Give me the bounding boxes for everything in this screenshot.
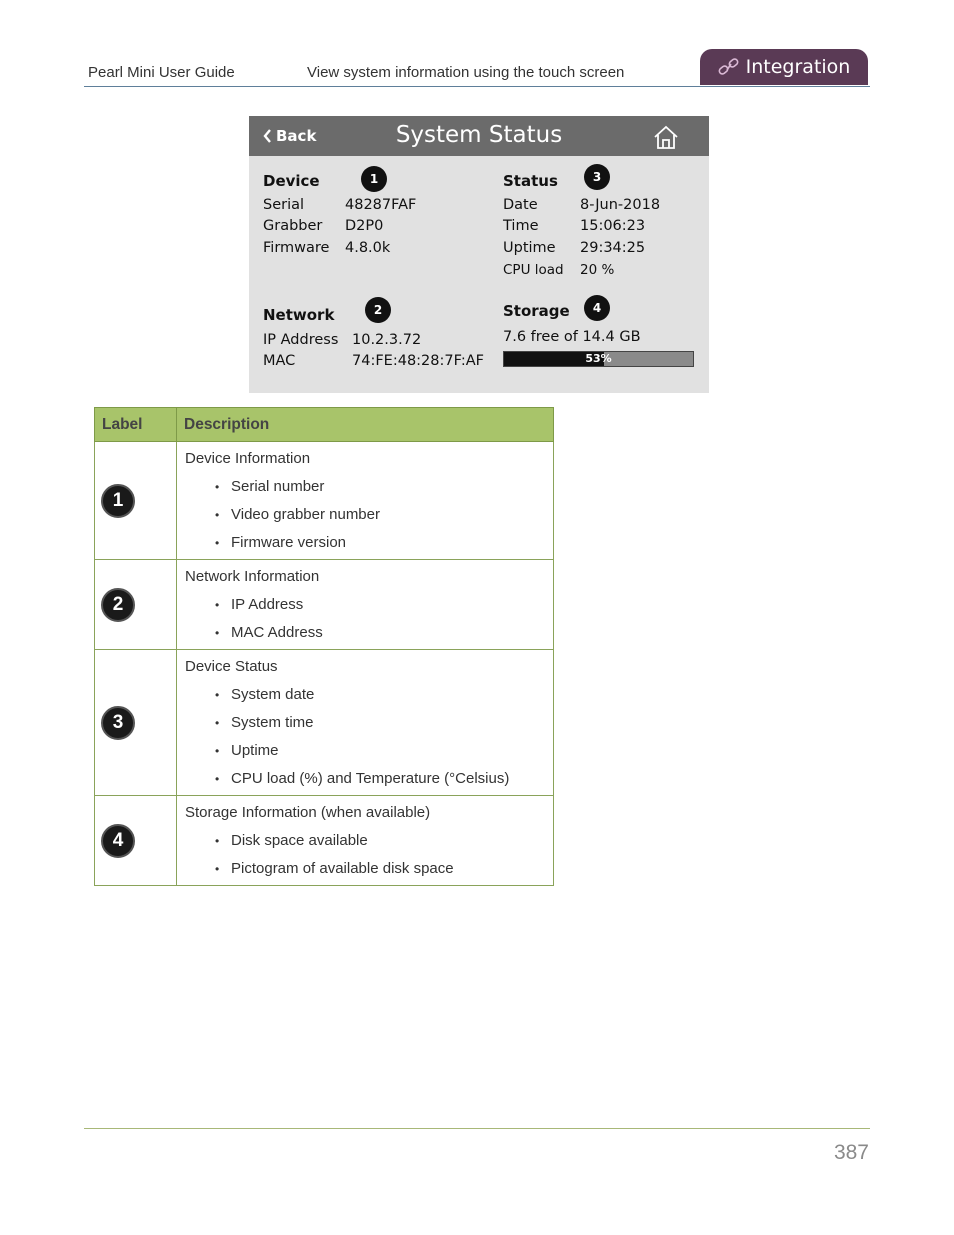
description-list: [185, 477, 545, 553]
storage-usage-percent: 53%: [585, 352, 612, 365]
table-row: [95, 796, 554, 886]
network-ip-label: IP Address: [263, 332, 339, 348]
description-column-header: Description: [177, 408, 554, 442]
device-firmware-label: Firmware: [263, 240, 330, 256]
link-icon: [718, 57, 740, 77]
table-row: [95, 560, 554, 650]
screen-title: System Status: [395, 122, 563, 148]
page-number: 387: [833, 1141, 869, 1164]
status-time-value: 15:06:23: [580, 218, 646, 234]
guide-title: Pearl Mini User Guide: [88, 64, 235, 81]
list-item: • Video grabber number: [231, 505, 545, 525]
device-grabber-value: D2P0: [345, 218, 384, 234]
footer-divider: [84, 1128, 870, 1129]
description-title: Network Information: [185, 568, 320, 585]
label-badge: 3: [101, 706, 135, 740]
status-date-label: Date: [503, 197, 538, 213]
list-item: • Firmware version: [231, 533, 545, 553]
list-item: • System time: [231, 713, 545, 733]
network-heading: Network: [263, 306, 335, 324]
description-list: [185, 595, 545, 643]
label-badge: 1: [101, 484, 135, 518]
list-item: • MAC Address: [231, 623, 545, 643]
network-ip-value: 10.2.3.72: [352, 332, 422, 348]
network-mac-label: MAC: [263, 353, 296, 369]
table-row: [95, 650, 554, 796]
description-title: Storage Information (when available): [185, 804, 431, 821]
label-badge: 2: [101, 588, 135, 622]
integration-tab-label: Integration: [745, 56, 851, 78]
status-uptime-value: 29:34:25: [580, 240, 646, 256]
description-list: [185, 685, 545, 789]
description-list: [185, 831, 545, 879]
device-serial-value: 48287FAF: [345, 197, 417, 213]
device-badge: 1: [361, 166, 387, 192]
label-badge: 4: [101, 824, 135, 858]
label-description-table: [94, 407, 554, 886]
storage-badge: 4: [584, 295, 610, 321]
list-item: • IP Address: [231, 595, 545, 615]
list-item: • Uptime: [231, 741, 545, 761]
network-mac-value: 74:FE:48:28:7F:AF: [352, 353, 484, 369]
description-title: Device Status: [185, 658, 278, 675]
integration-tab[interactable]: [700, 49, 868, 85]
table-row: [95, 442, 554, 560]
back-button-label: Back: [276, 127, 317, 145]
system-status-screenshot: [249, 116, 709, 393]
status-time-label: Time: [503, 218, 539, 234]
storage-heading: Storage: [503, 302, 570, 320]
storage-usage-bar: [503, 351, 694, 367]
status-heading: Status: [503, 172, 558, 190]
storage-summary: 7.6 free of 14.4 GB: [503, 329, 641, 345]
description-title: Device Information: [185, 450, 311, 467]
label-column-header: Label: [95, 408, 177, 442]
screen-title-bar: [249, 116, 709, 156]
section-title: View system information using the touch screen: [307, 64, 625, 81]
list-item: • Serial number: [231, 477, 545, 497]
network-badge: 2: [365, 297, 391, 323]
status-badge: 3: [584, 164, 610, 190]
list-item: • System date: [231, 685, 545, 705]
status-date-value: 8-Jun-2018: [580, 197, 661, 213]
header-divider: [84, 86, 870, 87]
list-item: • Disk space available: [231, 831, 545, 851]
status-uptime-label: Uptime: [503, 240, 556, 256]
list-item: • Pictogram of available disk space: [231, 859, 545, 879]
table-header-row: [95, 408, 554, 442]
device-firmware-value: 4.8.0k: [345, 240, 391, 256]
device-serial-label: Serial: [263, 197, 305, 213]
status-cpu-label: CPU load: [503, 262, 564, 278]
device-heading: Device: [263, 172, 320, 190]
list-item: • CPU load (%) and Temperature (°Celsius): [231, 769, 545, 789]
home-icon[interactable]: [652, 124, 680, 150]
status-cpu-value: 20 %: [580, 262, 615, 278]
device-grabber-label: Grabber: [263, 218, 323, 234]
